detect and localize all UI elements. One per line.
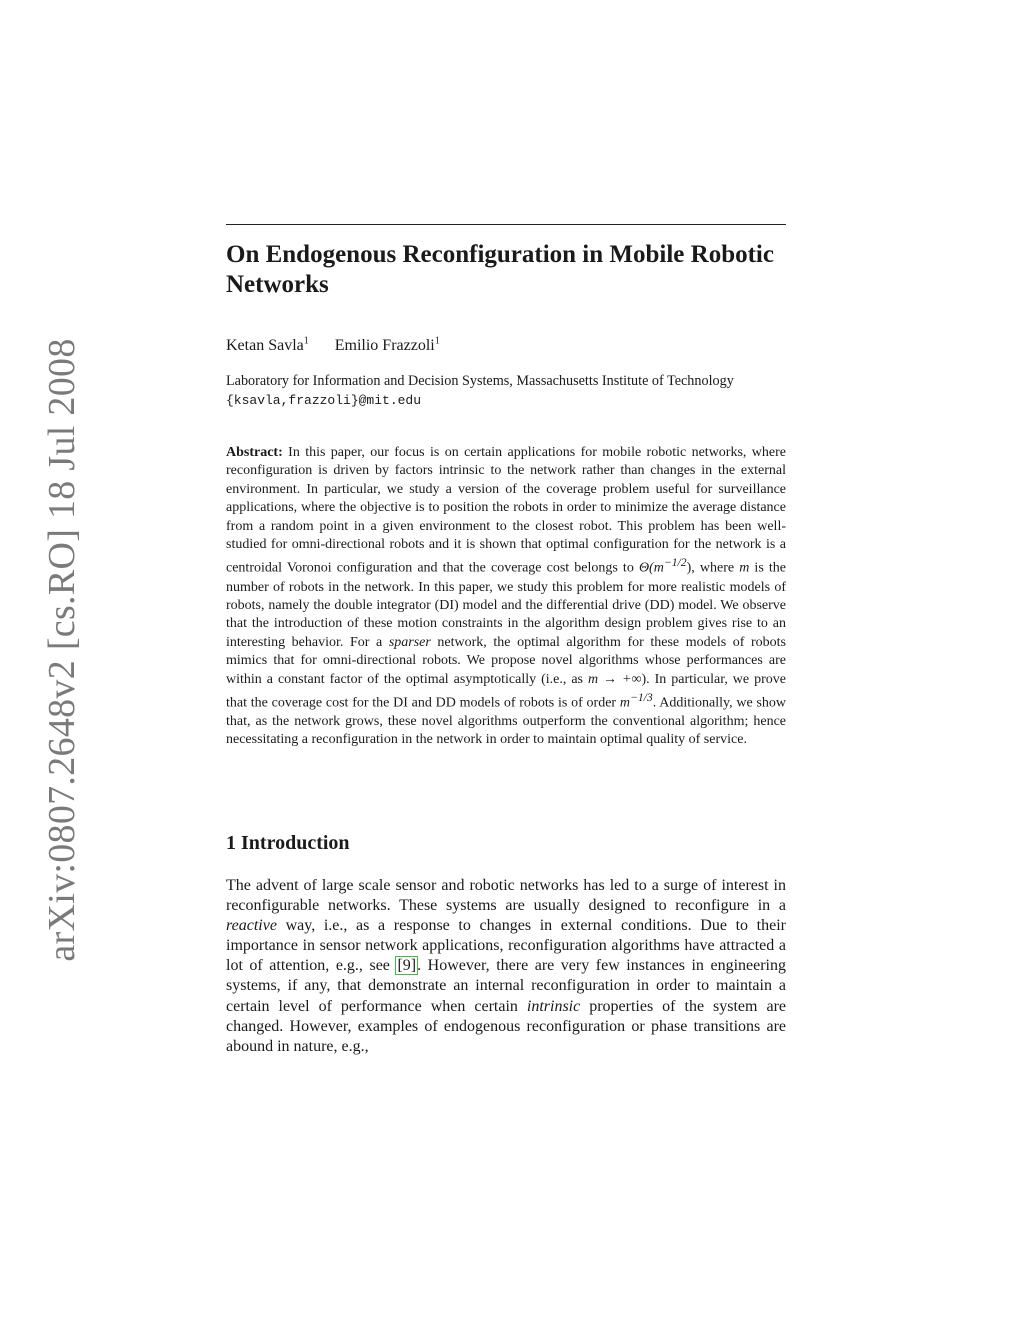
math-m: m bbox=[739, 561, 750, 577]
title-rule bbox=[226, 224, 786, 225]
math-exponent: −1/2 bbox=[663, 556, 687, 570]
email-address[interactable]: {ksavla,frazzoli}@mit.edu bbox=[226, 393, 422, 408]
affiliation-text: Laboratory for Information and Decision Systems, Massachusetts Institute of Technology bbox=[226, 373, 734, 389]
abstract-text: ), where bbox=[686, 561, 740, 577]
affiliation bbox=[226, 372, 786, 410]
author bbox=[335, 337, 440, 354]
intro-text: way, i.e., as a response to changes in external conditions. Due to their importance in sensor network applications, reconfiguration algorithms have attracted a lot of attention, e.g., see bbox=[226, 917, 786, 975]
intro-text: The advent of large scale sensor and robotic networks has led to a surge of interest in reconfigurable networks. These systems are usually designed to reconfigure in a bbox=[226, 877, 786, 915]
emphasis-intrinsic: intrinsic bbox=[526, 997, 581, 1015]
abstract-text: ). In particular, we prove that the coverage cost for the DI and DD models of robots is of order bbox=[226, 671, 786, 711]
author bbox=[226, 337, 309, 354]
abstract-text: . Additionally, we show that, as the network grows, these novel algorithms outperform the conventional algorithm; hence necessitating a reconfiguration in the network in order to maintain optimal quality of service. bbox=[226, 695, 786, 748]
citation-link[interactable]: [9] bbox=[397, 957, 417, 975]
math-limit: m → +∞ bbox=[587, 671, 642, 687]
math-m-order: m bbox=[619, 695, 630, 711]
emphasis-sparser: sparser bbox=[388, 634, 431, 650]
abstract-text: network, the optimal algorithm for these models of robots mimics that for omni-directional robots. We propose novel algorithms whose performances are within a constant factor of the optimal asymptotically (i.e., as bbox=[226, 634, 786, 687]
author-name: Emilio Frazzoli bbox=[334, 337, 435, 355]
intro-text: . However, there are very few instances in engineering systems, if any, that demonstrate an internal reconfiguration in order to maintain a certain level of performance when certain bbox=[226, 957, 786, 1015]
abstract-text: is the number of robots in the network. In this paper, we study this problem for more realistic models of robots, namely the double integrator (DI) model and the differential drive (DD) model. We observe that the introduction of these motion constraints in the algorithm design problem gives rise to an interesting behavior. For a bbox=[226, 561, 786, 650]
section-heading-introduction: 1 Introduction bbox=[226, 832, 350, 854]
math-exponent: −1/3 bbox=[629, 690, 653, 704]
affiliation-mark: 1 bbox=[303, 336, 309, 347]
author-list bbox=[226, 336, 462, 355]
math-theta: Θ(m bbox=[638, 561, 664, 577]
author-name: Ketan Savla bbox=[226, 337, 304, 355]
arxiv-identifier-stamp: arXiv:0807.2648v2 [cs.RO] 18 Jul 2008 bbox=[41, 338, 83, 962]
introduction-paragraph bbox=[226, 876, 786, 1057]
abstract-label: Abstract: bbox=[226, 445, 283, 460]
abstract bbox=[226, 444, 786, 750]
paper-title: On Endogenous Reconfiguration in Mobile Robotic Networks bbox=[226, 241, 774, 298]
affiliation-mark: 1 bbox=[434, 336, 440, 347]
abstract-text: In this paper, our focus is on certain applications for mobile robotic networks, where reconfiguration is driven by factors intrinsic to the network rather than changes in the external environment. In particular, we study a version of the coverage problem useful for surveillance applications, where the objective is to position the robots in order to minimize the average distance from a random point in a given environment to the closest robot. This problem has been well-studied for omni-directional robots and it is shown that optimal configuration for the network is a centroidal Voronoi configuration and that the coverage cost belongs to bbox=[226, 445, 786, 577]
emphasis-reactive: reactive bbox=[226, 917, 277, 935]
intro-text: properties of the system are changed. However, examples of endogenous reconfiguration or phase transitions are abound in nature, e.g., bbox=[226, 997, 786, 1055]
